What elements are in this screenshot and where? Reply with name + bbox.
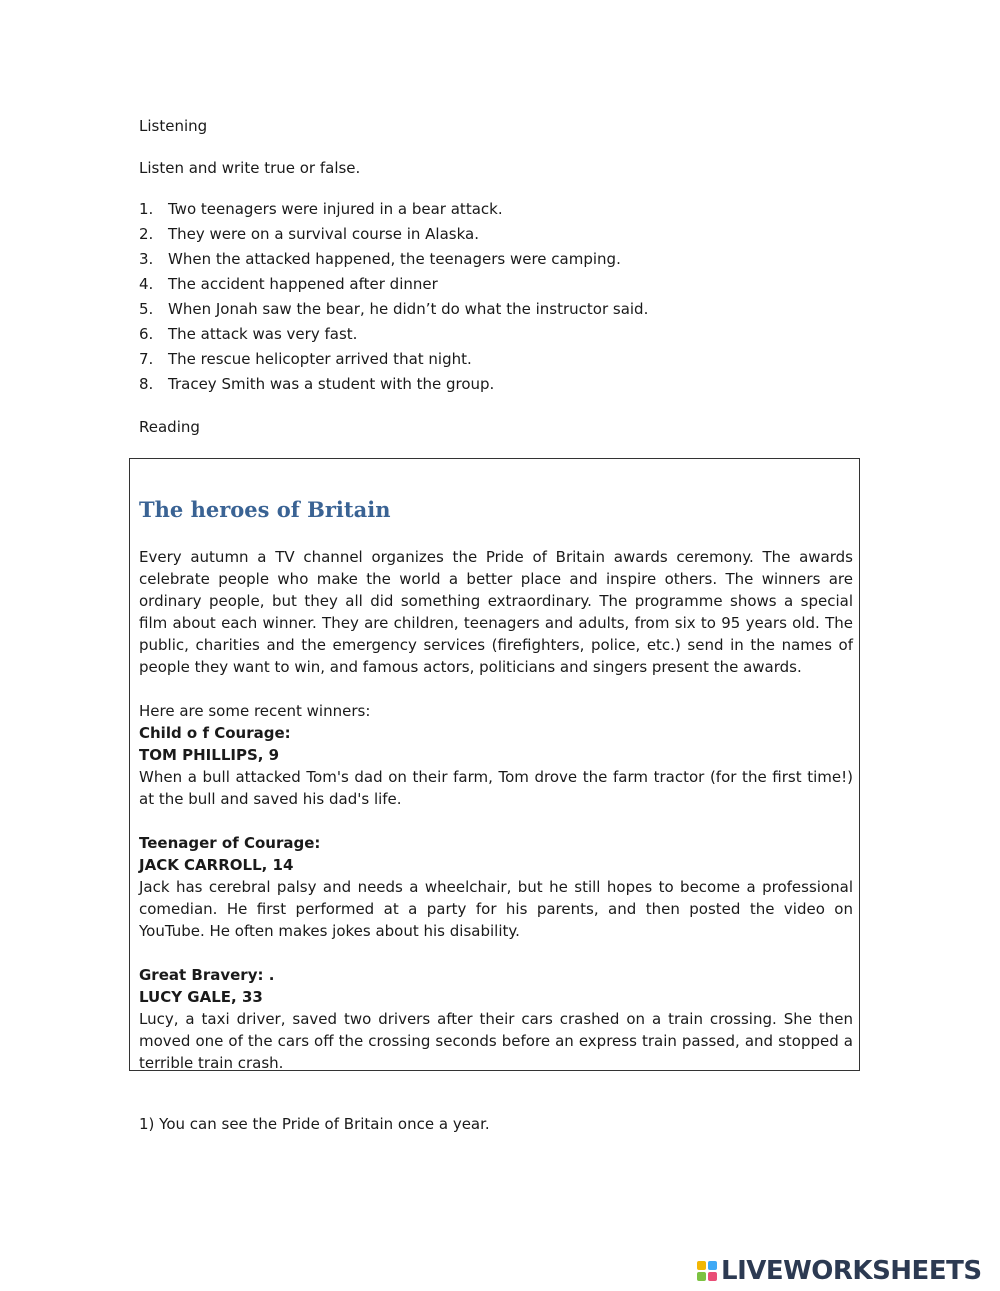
winner-name: TOM PHILLIPS, 9 bbox=[139, 746, 280, 764]
item-text: The attack was very fast. bbox=[168, 325, 358, 343]
list-item bbox=[139, 324, 839, 349]
winner-category: Great Bravery: . bbox=[139, 966, 275, 984]
item-text: When the attacked happened, the teenagers were camping. bbox=[168, 250, 621, 268]
logo-tile bbox=[708, 1272, 717, 1281]
list-item bbox=[139, 299, 839, 324]
item-number: 1. bbox=[139, 200, 154, 218]
true-false-list bbox=[139, 199, 839, 399]
winner-category: Teenager of Courage: bbox=[139, 834, 321, 852]
item-number: 5. bbox=[139, 300, 154, 318]
logo-tile bbox=[697, 1272, 706, 1281]
reading-heading: Reading bbox=[139, 418, 200, 436]
logo-tile bbox=[708, 1261, 717, 1270]
item-text: Tracey Smith was a student with the group. bbox=[168, 375, 495, 393]
item-number: 2. bbox=[139, 225, 154, 243]
liveworksheets-logo bbox=[697, 1256, 982, 1286]
article-title: The heroes of Britain bbox=[139, 497, 391, 522]
reading-text-box bbox=[129, 458, 860, 1071]
list-item bbox=[139, 349, 839, 374]
item-number: 6. bbox=[139, 325, 154, 343]
list-item bbox=[139, 374, 839, 399]
winner-story: When a bull attacked Tom's dad on their farm, Tom drove the farm tractor (for the first time!) at the bull and saved his dad's life. bbox=[139, 768, 853, 808]
item-text: When Jonah saw the bear, he didn’t do what the instructor said. bbox=[168, 300, 649, 318]
winners-intro: Here are some recent winners: bbox=[139, 702, 371, 720]
list-item bbox=[139, 249, 839, 274]
item-number: 3. bbox=[139, 250, 154, 268]
list-item bbox=[139, 224, 839, 249]
listening-heading: Listening bbox=[139, 117, 208, 135]
logo-tile bbox=[697, 1261, 706, 1270]
article-body bbox=[139, 546, 853, 1074]
item-number: 8. bbox=[139, 375, 154, 393]
question-1: 1) You can see the Pride of Britain once a year. bbox=[139, 1115, 490, 1133]
listening-instruction: Listen and write true or false. bbox=[139, 159, 361, 177]
list-item bbox=[139, 274, 839, 299]
item-text: The rescue helicopter arrived that night. bbox=[168, 350, 472, 368]
item-number: 4. bbox=[139, 275, 154, 293]
list-item bbox=[139, 199, 839, 224]
logo-icon bbox=[697, 1261, 717, 1281]
winner-story: Jack has cerebral palsy and needs a wheelchair, but he still hopes to become a professional comedian. He first performed at a party for his parents, and then posted the video on YouTube. He often makes jokes about his disability. bbox=[139, 878, 853, 940]
article-intro: Every autumn a TV channel organizes the Pride of Britain awards ceremony. The awards celebrate people who make the world a better place and inspire others. The winners are ordinary people, but they all did something extraordinary. The programme shows a special film about each winner. They are children, teenagers and adults, from six to 95 years old. The public, charities and the emergency services (firefighters, police, etc.) send in the names of people they want to win, and famous actors, politicians and singers present the awards. bbox=[139, 548, 853, 676]
item-text: They were on a survival course in Alaska. bbox=[168, 225, 479, 243]
logo-text: LIVEWORKSHEETS bbox=[721, 1256, 982, 1286]
item-text: Two teenagers were injured in a bear attack. bbox=[168, 200, 503, 218]
winner-story: Lucy, a taxi driver, saved two drivers after their cars crashed on a train crossing. She then moved one of the cars off the crossing seconds before an express train passed, and stopped a terrible train crash. bbox=[139, 1010, 853, 1072]
item-text: The accident happened after dinner bbox=[168, 275, 438, 293]
winner-category: Child o f Courage: bbox=[139, 724, 291, 742]
item-number: 7. bbox=[139, 350, 154, 368]
winner-name: LUCY GALE, 33 bbox=[139, 988, 263, 1006]
winner-name: JACK CARROLL, 14 bbox=[139, 856, 294, 874]
